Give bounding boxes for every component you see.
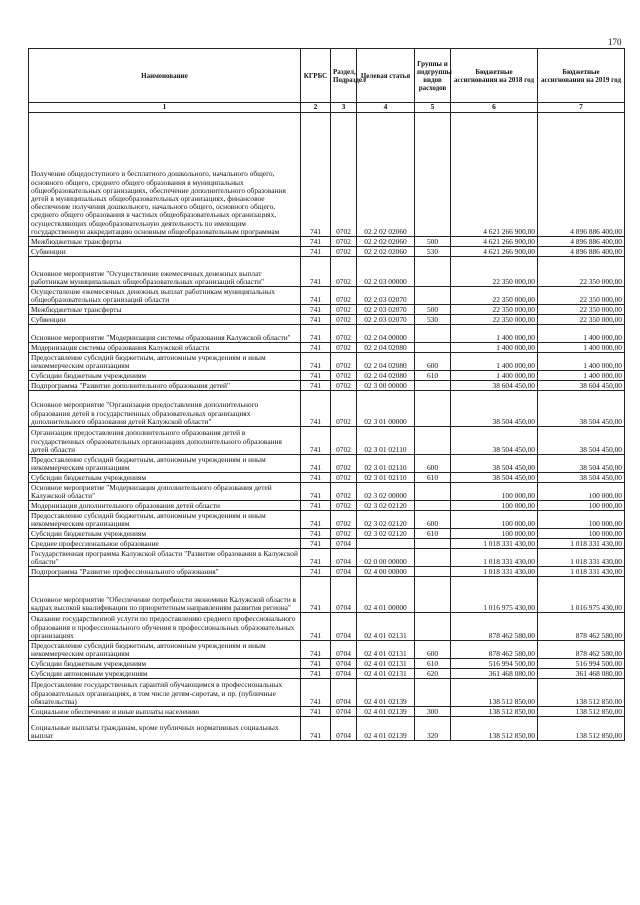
row-amount-2018: 4 621 266 900,00 [451, 247, 538, 257]
table-row [29, 659, 625, 669]
row-amount-2018: 1 018 331 430,00 [451, 567, 538, 577]
table-row [29, 113, 625, 237]
table-row [29, 679, 625, 707]
header-row [29, 49, 625, 103]
row-group [415, 679, 451, 707]
row-section: 0702 [331, 371, 357, 381]
row-name: Основное мероприятие "Модернизация дополнительного образования детей Калужской области" [29, 483, 301, 501]
row-section: 0704 [331, 707, 357, 717]
table-row [29, 391, 625, 427]
table-row [29, 473, 625, 483]
table-row [29, 257, 625, 287]
row-name: Субвенции [29, 247, 301, 257]
header-group: Группы и подгруппы видов расходов [415, 49, 451, 103]
column-index: 7 [538, 103, 625, 113]
row-amount-2018: 100 000,00 [451, 511, 538, 529]
row-amount-2018: 138 512 850,00 [451, 679, 538, 707]
row-target: 02 2 03 00000 [357, 257, 415, 287]
row-amount-2019: 878 462 580,00 [538, 613, 625, 641]
row-section: 0704 [331, 679, 357, 707]
row-section: 0702 [331, 391, 357, 427]
row-kgrbs: 741 [301, 539, 331, 549]
table-row [29, 371, 625, 381]
row-amount-2019: 38 504 450,00 [538, 473, 625, 483]
row-amount-2018: 138 512 850,00 [451, 717, 538, 741]
row-name: Предоставление субсидий бюджетным, автономным учреждениям и иным некоммерческим организациям [29, 511, 301, 529]
row-section: 0704 [331, 613, 357, 641]
row-target: 02 2 02 02060 [357, 237, 415, 247]
row-group [415, 539, 451, 549]
row-group: 300 [415, 707, 451, 717]
table-row [29, 455, 625, 473]
row-group [415, 501, 451, 511]
row-target: 02 2 04 02080 [357, 353, 415, 371]
column-index: 4 [357, 103, 415, 113]
table-row [29, 501, 625, 511]
row-name: Подпрограмма "Развитие профессионального образования" [29, 567, 301, 577]
row-amount-2019: 38 604 450,00 [538, 381, 625, 391]
row-name: Предоставление субсидий бюджетным, автономным учреждениям и иным некоммерческим организациям [29, 353, 301, 371]
header-kgrbs: КГРБС [301, 49, 331, 103]
table-row [29, 353, 625, 371]
row-section: 0702 [331, 381, 357, 391]
row-group: 530 [415, 315, 451, 325]
row-target: 02 4 01 02131 [357, 659, 415, 669]
row-target: 02 4 01 02131 [357, 669, 415, 679]
row-amount-2018: 361 468 080,00 [451, 669, 538, 679]
row-amount-2019: 38 504 450,00 [538, 427, 625, 455]
header-section: Раздел, Подраздел [331, 49, 357, 103]
row-amount-2018: 1 400 000,00 [451, 371, 538, 381]
row-amount-2019: 1 400 000,00 [538, 325, 625, 343]
row-section: 0702 [331, 237, 357, 247]
row-group [415, 325, 451, 343]
row-kgrbs: 741 [301, 473, 331, 483]
row-name: Субсидии бюджетным учреждениям [29, 529, 301, 539]
row-kgrbs: 741 [301, 381, 331, 391]
row-section: 0704 [331, 641, 357, 659]
row-amount-2019: 1 400 000,00 [538, 343, 625, 353]
row-name: Социальное обеспечение и иные выплаты населению [29, 707, 301, 717]
row-group [415, 549, 451, 567]
row-kgrbs: 741 [301, 391, 331, 427]
row-group: 610 [415, 529, 451, 539]
row-group: 600 [415, 455, 451, 473]
table-row [29, 247, 625, 257]
row-amount-2019: 516 994 500,00 [538, 659, 625, 669]
table-row [29, 539, 625, 549]
row-group: 600 [415, 641, 451, 659]
row-amount-2018: 1 400 000,00 [451, 343, 538, 353]
row-kgrbs: 741 [301, 305, 331, 315]
row-amount-2019: 361 468 080,00 [538, 669, 625, 679]
row-amount-2019: 138 512 850,00 [538, 717, 625, 741]
row-kgrbs: 741 [301, 679, 331, 707]
row-amount-2019: 1 018 331 430,00 [538, 549, 625, 567]
row-kgrbs: 741 [301, 511, 331, 529]
row-name: Основное мероприятие "Модернизация системы образования Калужской области" [29, 325, 301, 343]
row-name: Оказание государственной услуги по предоставлению среднего профессионального образования и профессионального обучения в профессиональных образовательных организациях [29, 613, 301, 641]
row-amount-2018: 38 504 450,00 [451, 473, 538, 483]
row-section: 0702 [331, 113, 357, 237]
row-amount-2018: 22 350 000,00 [451, 257, 538, 287]
table-row [29, 427, 625, 455]
table-row [29, 529, 625, 539]
row-amount-2019: 4 896 886 400,00 [538, 237, 625, 247]
row-group: 500 [415, 305, 451, 315]
row-group [415, 483, 451, 501]
row-section: 0704 [331, 717, 357, 741]
table-row [29, 613, 625, 641]
row-group [415, 391, 451, 427]
row-target: 02 3 02 02120 [357, 501, 415, 511]
row-amount-2018: 516 994 500,00 [451, 659, 538, 669]
row-group [415, 257, 451, 287]
row-target: 02 4 01 02139 [357, 707, 415, 717]
table-row [29, 287, 625, 305]
row-amount-2019: 878 462 580,00 [538, 641, 625, 659]
row-name: Межбюджетные трансферты [29, 237, 301, 247]
column-index: 1 [29, 103, 301, 113]
row-amount-2019: 38 504 450,00 [538, 391, 625, 427]
row-amount-2018: 1 400 000,00 [451, 325, 538, 343]
row-section: 0702 [331, 427, 357, 455]
row-amount-2019: 38 504 450,00 [538, 455, 625, 473]
row-name: Получение общедоступного и бесплатного дошкольного, начального общего, основного общего, среднего общего образования в муниципальных общеобразовательных организациях, обеспечение дополнительного образования детей в муниципальных общеобразовательных организациях, финансовое обеспечение получения дошкольного, начального общего, основного общего, среднего общего образования в частных общеобразовательных организациях, осуществляющих общеобразовательную деятельность по имеющим государственную аккредитацию основным общеобразовательным программам [29, 113, 301, 237]
column-index: 3 [331, 103, 357, 113]
row-section: 0702 [331, 305, 357, 315]
row-amount-2019: 22 350 000,00 [538, 315, 625, 325]
row-section: 0704 [331, 577, 357, 613]
column-index-row [29, 103, 625, 113]
row-group [415, 427, 451, 455]
row-group: 610 [415, 371, 451, 381]
row-name: Подпрограмма "Развитие дополнительного образования детей" [29, 381, 301, 391]
row-amount-2019: 4 896 886 400,00 [538, 247, 625, 257]
column-index: 5 [415, 103, 451, 113]
table-row [29, 669, 625, 679]
table-row [29, 325, 625, 343]
row-section: 0702 [331, 501, 357, 511]
row-target [357, 539, 415, 549]
row-amount-2019: 1 400 000,00 [538, 353, 625, 371]
row-section: 0702 [331, 343, 357, 353]
row-section: 0702 [331, 353, 357, 371]
table-row [29, 381, 625, 391]
row-kgrbs: 741 [301, 613, 331, 641]
row-group [415, 381, 451, 391]
row-kgrbs: 741 [301, 669, 331, 679]
row-section: 0702 [331, 257, 357, 287]
row-kgrbs: 741 [301, 483, 331, 501]
row-section: 0704 [331, 549, 357, 567]
row-kgrbs: 741 [301, 717, 331, 741]
row-target: 02 0 00 00000 [357, 549, 415, 567]
row-kgrbs: 741 [301, 353, 331, 371]
row-amount-2018: 38 504 450,00 [451, 455, 538, 473]
row-kgrbs: 741 [301, 371, 331, 381]
row-amount-2018: 4 621 266 900,00 [451, 113, 538, 237]
row-name: Социальные выплаты гражданам, кроме публичных нормативных социальных выплат [29, 717, 301, 741]
row-name: Субсидии автономным учреждениям [29, 669, 301, 679]
row-target: 02 2 03 02070 [357, 315, 415, 325]
table-body [29, 113, 625, 741]
row-section: 0704 [331, 669, 357, 679]
row-target: 02 2 02 02060 [357, 247, 415, 257]
row-amount-2018: 100 000,00 [451, 501, 538, 511]
row-amount-2018: 22 350 000,00 [451, 305, 538, 315]
row-target: 02 3 02 02120 [357, 511, 415, 529]
row-amount-2018: 878 462 580,00 [451, 613, 538, 641]
column-index: 6 [451, 103, 538, 113]
row-section: 0702 [331, 287, 357, 305]
row-name: Основное мероприятие "Обеспечение потребности экономики Калужской области в кадрах высокой квалификации по приоритетным направлениям развития региона" [29, 577, 301, 613]
row-target: 02 2 03 02070 [357, 287, 415, 305]
row-group: 620 [415, 669, 451, 679]
row-group [415, 567, 451, 577]
table-row [29, 549, 625, 567]
row-kgrbs: 741 [301, 501, 331, 511]
row-name: Субсидии бюджетным учреждениям [29, 371, 301, 381]
row-group: 600 [415, 353, 451, 371]
header-2018: Бюджетные ассигнования на 2018 год [451, 49, 538, 103]
table-row [29, 483, 625, 501]
row-kgrbs: 741 [301, 237, 331, 247]
row-name: Межбюджетные трансферты [29, 305, 301, 315]
row-group: 320 [415, 717, 451, 741]
row-amount-2018: 1 400 000,00 [451, 353, 538, 371]
row-target: 02 4 00 00000 [357, 567, 415, 577]
row-amount-2018: 1 018 331 430,00 [451, 549, 538, 567]
table-row [29, 641, 625, 659]
row-kgrbs: 741 [301, 257, 331, 287]
row-section: 0702 [331, 473, 357, 483]
row-target: 02 3 01 02110 [357, 455, 415, 473]
row-amount-2019: 22 350 000,00 [538, 305, 625, 315]
row-section: 0704 [331, 539, 357, 549]
row-group [415, 577, 451, 613]
row-amount-2019: 22 350 000,00 [538, 257, 625, 287]
row-target: 02 4 01 02131 [357, 613, 415, 641]
row-amount-2018: 878 462 580,00 [451, 641, 538, 659]
row-amount-2019: 100 000,00 [538, 501, 625, 511]
header-2019: Бюджетные ассигнования на 2019 год [538, 49, 625, 103]
row-name: Основное мероприятие "Организация предоставления дополнительного образования детей в государственных образовательных организациях дополнительного образования детей Калужской области" [29, 391, 301, 427]
row-amount-2018: 100 000,00 [451, 529, 538, 539]
row-group: 530 [415, 247, 451, 257]
row-target: 02 2 04 02080 [357, 343, 415, 353]
row-target: 02 4 01 02139 [357, 717, 415, 741]
row-name: Субвенции [29, 315, 301, 325]
row-kgrbs: 741 [301, 287, 331, 305]
table-row [29, 707, 625, 717]
row-amount-2018: 138 512 850,00 [451, 707, 538, 717]
row-name: Субсидии бюджетным учреждениям [29, 659, 301, 669]
table-row [29, 511, 625, 529]
row-kgrbs: 741 [301, 549, 331, 567]
row-target: 02 3 01 02110 [357, 427, 415, 455]
row-amount-2019: 1 400 000,00 [538, 371, 625, 381]
row-section: 0704 [331, 567, 357, 577]
row-amount-2018: 1 016 975 430,00 [451, 577, 538, 613]
row-name: Основное мероприятие "Осуществление ежемесячных денежных выплат работникам муниципальных общеобразовательных организаций области" [29, 257, 301, 287]
page-number: 170 [608, 37, 622, 47]
row-kgrbs: 741 [301, 247, 331, 257]
row-name: Предоставление субсидий бюджетным, автономным учреждениям и иным некоммерческим организациям [29, 641, 301, 659]
row-section: 0702 [331, 325, 357, 343]
row-target: 02 3 01 02110 [357, 473, 415, 483]
row-kgrbs: 741 [301, 427, 331, 455]
column-index: 2 [301, 103, 331, 113]
table-row [29, 305, 625, 315]
row-kgrbs: 741 [301, 455, 331, 473]
row-name: Государственная программа Калужской области "Развитие образования в Калужской области" [29, 549, 301, 567]
row-group: 610 [415, 473, 451, 483]
row-group [415, 113, 451, 237]
row-kgrbs: 741 [301, 707, 331, 717]
row-amount-2018: 22 350 000,00 [451, 287, 538, 305]
table-row [29, 237, 625, 247]
row-name: Организация предоставления дополнительного образования детей в государственных образовательных организациях дополнительного образования детей области [29, 427, 301, 455]
row-name: Модернизация дополнительного образования детей области [29, 501, 301, 511]
row-name: Предоставление субсидий бюджетным, автономным учреждениям и иным некоммерческим организациям [29, 455, 301, 473]
header-name: Наименование [29, 49, 301, 103]
row-target: 02 3 01 00000 [357, 391, 415, 427]
table-row [29, 577, 625, 613]
row-amount-2019: 100 000,00 [538, 483, 625, 501]
row-kgrbs: 741 [301, 315, 331, 325]
row-target: 02 4 01 02131 [357, 641, 415, 659]
row-name: Предоставление государственных гарантий обучающимся в профессиональных образовательных организациях, в том числе детям-сиротам, и пр. (публичные обязательства) [29, 679, 301, 707]
row-group [415, 287, 451, 305]
row-group: 600 [415, 511, 451, 529]
row-target: 02 4 01 00000 [357, 577, 415, 613]
row-target: 02 3 02 02120 [357, 529, 415, 539]
row-section: 0702 [331, 511, 357, 529]
row-amount-2019: 1 018 331 430,00 [538, 567, 625, 577]
row-target: 02 3 00 00000 [357, 381, 415, 391]
budget-table [28, 48, 625, 741]
row-amount-2019: 22 350 000,00 [538, 287, 625, 305]
row-group: 500 [415, 237, 451, 247]
row-kgrbs: 741 [301, 659, 331, 669]
row-group [415, 343, 451, 353]
row-amount-2019: 1 018 331 430,00 [538, 539, 625, 549]
row-section: 0702 [331, 247, 357, 257]
row-kgrbs: 741 [301, 567, 331, 577]
row-kgrbs: 741 [301, 577, 331, 613]
row-amount-2018: 1 018 331 430,00 [451, 539, 538, 549]
row-name: Осуществление ежемесячных денежных выплат работникам муниципальных общеобразовательных организаций области [29, 287, 301, 305]
table-row [29, 567, 625, 577]
row-kgrbs: 741 [301, 641, 331, 659]
row-kgrbs: 741 [301, 529, 331, 539]
row-section: 0702 [331, 455, 357, 473]
row-section: 0702 [331, 483, 357, 501]
row-group: 610 [415, 659, 451, 669]
row-amount-2019: 100 000,00 [538, 529, 625, 539]
row-name: Среднее профессиональное образование [29, 539, 301, 549]
row-amount-2019: 1 016 975 430,00 [538, 577, 625, 613]
row-section: 0704 [331, 659, 357, 669]
row-amount-2019: 100 000,00 [538, 511, 625, 529]
row-name: Субсидии бюджетным учреждениям [29, 473, 301, 483]
row-kgrbs: 741 [301, 113, 331, 237]
row-target: 02 2 04 00000 [357, 325, 415, 343]
table-row [29, 717, 625, 741]
row-section: 0702 [331, 529, 357, 539]
row-target: 02 2 03 02070 [357, 305, 415, 315]
row-amount-2019: 4 896 886 400,00 [538, 113, 625, 237]
table-row [29, 343, 625, 353]
row-amount-2018: 38 504 450,00 [451, 391, 538, 427]
row-kgrbs: 741 [301, 343, 331, 353]
row-amount-2019: 138 512 850,00 [538, 707, 625, 717]
row-amount-2018: 38 504 450,00 [451, 427, 538, 455]
row-amount-2018: 22 350 000,00 [451, 315, 538, 325]
row-kgrbs: 741 [301, 325, 331, 343]
row-amount-2018: 100 000,00 [451, 483, 538, 501]
row-section: 0702 [331, 315, 357, 325]
row-target: 02 3 02 00000 [357, 483, 415, 501]
row-group [415, 613, 451, 641]
row-amount-2018: 4 621 266 900,00 [451, 237, 538, 247]
table-row [29, 315, 625, 325]
row-target: 02 4 01 02139 [357, 679, 415, 707]
row-amount-2019: 138 512 850,00 [538, 679, 625, 707]
row-target: 02 2 04 02080 [357, 371, 415, 381]
header-target: Целевая статья [357, 49, 415, 103]
row-amount-2018: 38 604 450,00 [451, 381, 538, 391]
row-name: Модернизация системы образования Калужской области [29, 343, 301, 353]
row-target: 02 2 02 02060 [357, 113, 415, 237]
